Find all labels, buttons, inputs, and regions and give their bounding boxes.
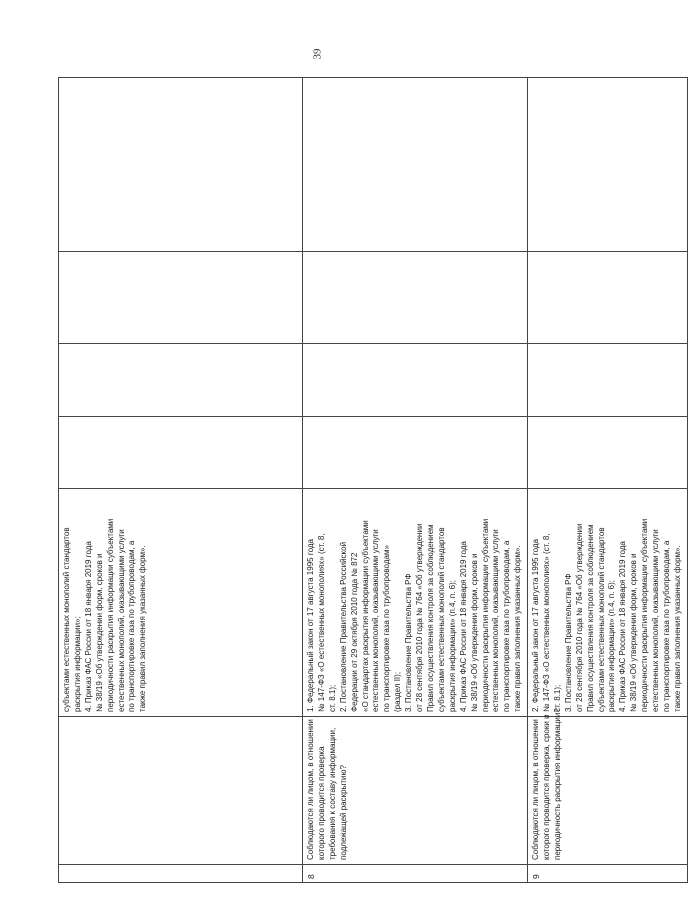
legal-basis-line: 4. Приказ ФАС России от 18 января 2019 года <box>83 541 93 712</box>
legal-basis-line: ст. 8.1); <box>552 684 562 712</box>
legal-basis-line: 1. Федеральный закон от 17 августа 1995 года <box>306 539 315 712</box>
legal-basis-line: периодичности раскрытия информации субъектами <box>640 518 650 712</box>
answer-yes-cell <box>528 417 688 489</box>
legal-basis-cell <box>528 489 688 717</box>
legal-basis-line: «О стандартах раскрытия информации субъектами <box>360 520 370 712</box>
legal-basis-line: также правил заполнения указанных форм». <box>138 545 148 712</box>
legal-basis-line: периодичности раскрытия информации субъектами <box>480 518 490 712</box>
note-cell <box>59 78 303 252</box>
question-line: Соблюдаются ли лицом, в отношении <box>306 719 315 860</box>
legal-basis-cell <box>59 489 303 717</box>
legal-basis-line: естественных монополий, оказывающими услуги <box>371 529 381 712</box>
question-line: требования к составу информации, <box>327 727 337 860</box>
legal-basis-line: (раздел II); <box>393 671 403 712</box>
legal-basis-line: естественных монополий, оказывающими услуги <box>651 529 661 712</box>
inspection-checklist-table <box>58 77 688 883</box>
legal-basis-line: № 38/19 «Об утверждении форм, сроков и <box>469 553 479 712</box>
legal-basis-line: по транспортировке газа по трубопроводам, а <box>127 540 137 712</box>
legal-basis-line: раскрытия информации» (п.4, п. 6); <box>607 579 617 712</box>
legal-basis-line: раскрытия информации» (п.4, п. 6); <box>447 579 457 712</box>
table-row <box>528 78 688 883</box>
row-number-cell: 8 <box>303 865 528 883</box>
answer-na-cell <box>59 252 303 344</box>
question-cell <box>528 708 688 865</box>
legal-basis-line: 3. Постановление Правительства РФ <box>563 573 573 712</box>
legal-basis-line: субъектами естественных монополий стандартов <box>62 527 71 712</box>
legal-basis-line: № 38/19 «Об утверждении форм, сроков и <box>629 553 639 712</box>
note-cell <box>303 78 528 252</box>
question-line: которого проводится проверка, сроки и <box>542 714 552 860</box>
legal-basis-line: № 147-ФЗ «О естественных монополиях» (ст. 8, <box>542 533 552 712</box>
question-line: которого проводится проверка <box>316 746 326 860</box>
answer-na-cell <box>303 252 528 344</box>
legal-basis-line: Правил осуществления контроля за соблюдением <box>585 524 595 712</box>
legal-basis-line: 2. Федеральный закон от 17 августа 1995 года <box>531 539 541 712</box>
legal-basis-line: естественных монополий, оказывающими услуги <box>116 529 126 712</box>
table-row <box>59 78 303 883</box>
legal-basis-line: 3. Постановление Правительства РФ <box>404 573 414 712</box>
answer-na-cell <box>528 252 688 344</box>
row-number-cell <box>59 865 303 883</box>
legal-basis-line: раскрытия информации»; <box>72 616 82 712</box>
legal-basis-line: 4. Приказ ФАС России от 18 января 2019 года <box>618 541 628 712</box>
legal-basis-line: по транспортировке газа по трубопроводам, а <box>662 540 671 712</box>
legal-basis-line: также правил заполнения указанных форм». <box>513 545 523 712</box>
legal-basis-line: Федерации от 29 октября 2010 года № 872 <box>349 552 359 712</box>
legal-basis-line: ст. 8.1); <box>327 684 337 712</box>
answer-yes-cell <box>303 417 528 489</box>
legal-basis-line: периодичности раскрытия информации субъектами <box>105 518 115 712</box>
question-line: периодичность раскрытия информации? <box>552 708 562 860</box>
question-line: подлежащей раскрытию? <box>338 765 348 860</box>
legal-basis-line: 2. Постановление Правительства Российской <box>338 541 348 712</box>
legal-basis-line: по транспортировке газа по трубопроводам» <box>382 545 392 712</box>
answer-yes-cell <box>59 417 303 489</box>
note-cell <box>528 78 688 252</box>
table-body <box>59 78 688 883</box>
legal-basis-line: по транспортировке газа по трубопроводам, а <box>502 540 512 712</box>
question-cell <box>59 717 303 865</box>
table-row <box>303 78 528 883</box>
legal-basis-line: № 147-ФЗ «О естественных монополиях» (ст. 8, <box>316 533 326 712</box>
legal-basis-line: Правил осуществления контроля за соблюдением <box>425 524 435 712</box>
legal-basis-line: субъектами естественных монополий стандартов <box>596 527 606 712</box>
rotated-table-wrapper <box>58 78 682 883</box>
legal-basis-line: от 28 сентября 2010 года № 764 «Об утверждении <box>415 523 425 712</box>
legal-basis-line: субъектами естественных монополий стандартов <box>436 527 446 712</box>
question-cell <box>303 717 528 865</box>
row-number-cell: 9 <box>528 865 688 883</box>
page-number: 39 <box>311 48 324 60</box>
answer-no-cell <box>528 344 688 417</box>
answer-no-cell <box>303 344 528 417</box>
question-line: Соблюдаются ли лицом, в отношении <box>531 719 541 860</box>
answer-no-cell <box>59 344 303 417</box>
legal-basis-line: 4. Приказ ФАС России от 18 января 2019 года <box>458 541 468 712</box>
legal-basis-line: от 28 сентября 2010 года № 764 «Об утверждении <box>574 523 584 712</box>
legal-basis-line: № 38/19 «Об утверждении форм, сроков и <box>94 553 104 712</box>
legal-basis-line: также правил заполнения указанных форм». <box>672 545 682 712</box>
legal-basis-cell <box>303 489 528 717</box>
legal-basis-line: естественных монополий, оказывающими услуги <box>491 529 501 712</box>
